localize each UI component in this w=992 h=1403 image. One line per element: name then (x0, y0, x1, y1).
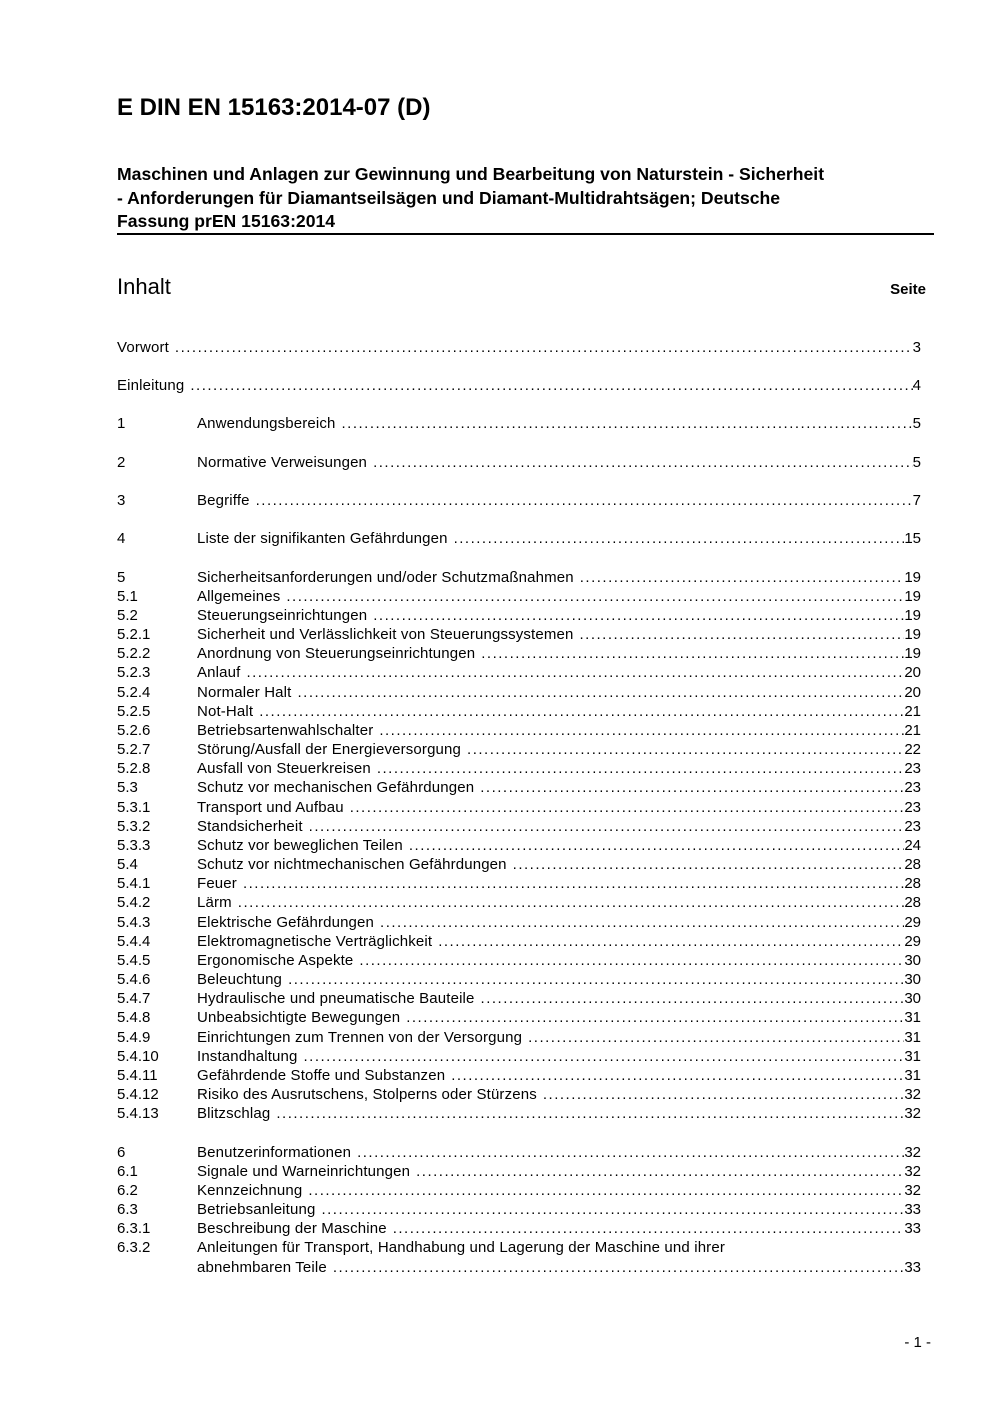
toc-entry-title: Normaler Halt (197, 684, 292, 701)
toc-entry-title: Einleitung (117, 377, 185, 394)
toc-entry[interactable] (117, 1008, 921, 1027)
toc-leader-dots (480, 778, 904, 797)
toc-entry-title: Not-Halt (197, 703, 254, 720)
toc-entry[interactable] (117, 893, 921, 912)
toc-entry[interactable] (117, 817, 921, 836)
toc-entry-number: 5.2.4 (117, 684, 151, 701)
toc-entry[interactable] (117, 836, 921, 855)
toc-entry-title: Anwendungsbereich (197, 415, 336, 432)
toc-entry-title: Benutzerinformationen (197, 1144, 352, 1161)
toc-entry-page: 5 (912, 454, 921, 471)
toc-entry-title: Liste der signifikanten Gefährdungen (197, 530, 448, 547)
toc-leader-dots (377, 759, 904, 778)
toc-leader-dots (379, 721, 904, 740)
toc-entry[interactable] (117, 1219, 921, 1238)
toc-entry-page: 19 (904, 569, 921, 586)
toc-entry-title: Ausfall von Steuerkreisen (197, 760, 371, 777)
toc-entry-title: Lärm (197, 894, 232, 911)
toc-leader-dots (309, 817, 905, 836)
toc-entry-page: 29 (904, 914, 921, 931)
toc-entry-page: 33 (904, 1201, 921, 1218)
toc-entry[interactable] (117, 453, 921, 472)
toc-entry-page: 32 (904, 1163, 921, 1180)
toc-entry[interactable] (117, 932, 921, 951)
toc-entry-number: 5.4.9 (117, 1029, 151, 1046)
toc-entry[interactable] (117, 989, 921, 1008)
toc-entry-number: 5.4.2 (117, 894, 151, 911)
toc-leader-dots (350, 798, 905, 817)
toc-leader-dots (288, 970, 904, 989)
toc-leader-dots (190, 376, 912, 395)
toc-leader-dots (359, 951, 904, 970)
toc-leader-dots (513, 855, 905, 874)
toc-entry-page: 28 (904, 875, 921, 892)
toc-entry[interactable] (117, 625, 921, 644)
toc-leader-dots (467, 740, 904, 759)
toc-entry-page: 19 (904, 588, 921, 605)
toc-entry[interactable] (117, 721, 921, 740)
toc-entry[interactable] (117, 702, 921, 721)
toc-entry-page: 28 (904, 856, 921, 873)
document-id: E DIN EN 15163:2014-07 (D) (117, 94, 431, 121)
toc-entry-number: 6.3.2 (117, 1239, 151, 1256)
toc-entry-page: 21 (904, 722, 921, 739)
toc-entry-page: 32 (904, 1086, 921, 1103)
toc-leader-dots (528, 1028, 904, 1047)
toc-entry-page: 31 (904, 1048, 921, 1065)
toc-entry-number: 5.4.13 (117, 1105, 159, 1122)
toc-entry-page: 19 (904, 645, 921, 662)
toc-leader-dots (259, 702, 904, 721)
toc-entry-number: 1 (117, 415, 126, 432)
toc-leader-dots (175, 338, 913, 357)
toc-leader-dots (438, 932, 904, 951)
toc-entry-number: 6 (117, 1144, 126, 1161)
toc-entry-page: 32 (904, 1105, 921, 1122)
toc-entry-number: 5.4.12 (117, 1086, 159, 1103)
document-title-line: Fassung prEN 15163:2014 (117, 211, 336, 231)
toc-entry[interactable] (117, 587, 921, 606)
toc-leader-dots (297, 683, 904, 702)
toc-leader-dots (580, 568, 905, 587)
toc-entry-title: Störung/Ausfall der Energieversorgung (197, 741, 462, 758)
toc-entry-page: 23 (904, 779, 921, 796)
toc-entry-title: Schutz vor beweglichen Teilen (197, 837, 403, 854)
toc-entry-page: 23 (904, 760, 921, 777)
toc-entry-number: 5.4.1 (117, 875, 151, 892)
toc-entry-page: 24 (904, 837, 921, 854)
toc-entry-page: 21 (904, 703, 921, 720)
toc-entry-page: 31 (904, 1067, 921, 1084)
toc-leader-dots (341, 414, 912, 433)
toc-entry[interactable] (117, 683, 921, 702)
toc-entry-number: 5 (117, 569, 126, 586)
toc-entry-title: Anleitungen für Transport, Handhabung und Lagerung der Maschine und ihrer (197, 1239, 725, 1256)
toc-entry[interactable] (117, 606, 921, 625)
title-divider (117, 233, 934, 235)
toc-leader-dots (333, 1258, 904, 1277)
toc-leader-dots (308, 1181, 904, 1200)
toc-entry[interactable] (117, 778, 921, 797)
toc-entry-page: 33 (904, 1259, 921, 1276)
toc-entry-title: Hydraulische und pneumatische Bauteile (197, 990, 475, 1007)
toc-entry-title: Begriffe (197, 492, 250, 509)
toc-entry-page: 4 (912, 377, 921, 394)
toc-entry-title: Einrichtungen zum Trennen von der Versorgung (197, 1029, 523, 1046)
toc-entry[interactable] (117, 951, 921, 970)
toc-leader-dots (276, 1104, 904, 1123)
toc-entry[interactable] (117, 1143, 921, 1162)
toc-entry-number: 5.2.8 (117, 760, 151, 777)
toc-leader-dots (373, 606, 904, 625)
toc-entry-number: 5.3.1 (117, 799, 151, 816)
toc-leader-dots (409, 836, 904, 855)
toc-entry-title-continuation: abnehmbaren Teile (197, 1259, 327, 1276)
toc-entry-title: Schutz vor nichtmechanischen Gefährdungen (197, 856, 507, 873)
toc-entry-title: Standsicherheit (197, 818, 303, 835)
toc-entry-number: 6.3 (117, 1201, 138, 1218)
toc-entry-number: 5.4.4 (117, 933, 151, 950)
toc-entry-title: Risiko des Ausrutschens, Stolperns oder Stürzens (197, 1086, 537, 1103)
toc-entry[interactable] (117, 1181, 921, 1200)
toc-entry-page: 3 (912, 339, 921, 356)
toc-leader-dots (304, 1047, 905, 1066)
toc-leader-dots (543, 1085, 904, 1104)
document-title (117, 163, 931, 234)
toc-entry-page: 28 (904, 894, 921, 911)
toc-entry-number: 2 (117, 454, 126, 471)
toc-entry[interactable] (117, 1047, 921, 1066)
toc-entry-title: Blitzschlag (197, 1105, 271, 1122)
toc-entry-title: Betriebsartenwahlschalter (197, 722, 374, 739)
toc-entry-number: 5.2.6 (117, 722, 151, 739)
toc-entry-page: 30 (904, 952, 921, 969)
toc-leader-dots (481, 644, 904, 663)
toc-entry[interactable] (117, 970, 921, 989)
toc-entry[interactable] (117, 1085, 921, 1104)
toc-entry-title: Beschreibung der Maschine (197, 1220, 387, 1237)
toc-entry[interactable] (117, 855, 921, 874)
toc-entry-title: Sicherheitsanforderungen und/oder Schutzmaßnahmen (197, 569, 574, 586)
toc-entry[interactable] (117, 1066, 921, 1085)
toc-entry-number: 6.3.1 (117, 1220, 151, 1237)
toc-entry-number: 5.4.11 (117, 1067, 158, 1084)
toc-leader-dots (406, 1008, 904, 1027)
toc-entry-page: 32 (904, 1144, 921, 1161)
toc-entry[interactable] (117, 414, 921, 433)
toc-leader-dots (454, 529, 905, 548)
toc-entry-number: 5.4.3 (117, 914, 151, 931)
toc-leader-dots (481, 989, 905, 1008)
toc-leader-dots (321, 1200, 904, 1219)
document-title-line: - Anforderungen für Diamantseilsägen und Diamant-Multidrahtsägen; Deutsche (117, 187, 781, 208)
toc-entry-title: Ergonomische Aspekte (197, 952, 354, 969)
toc-entry-page: 29 (904, 933, 921, 950)
toc-entry-number: 5.4.7 (117, 990, 151, 1007)
toc-entry-page: 30 (904, 990, 921, 1007)
toc-entry-number: 5.4.10 (117, 1048, 159, 1065)
toc-entry[interactable] (117, 491, 921, 510)
toc-entry[interactable] (117, 798, 921, 817)
document-title-line: Maschinen und Anlagen zur Gewinnung und Bearbeitung von Naturstein - Sicherheit (117, 164, 825, 184)
toc-entry-number: 5.2.2 (117, 645, 151, 662)
toc-entry-number: 5.3.3 (117, 837, 151, 854)
toc-entry-number: 5.4.5 (117, 952, 151, 969)
toc-entry-number: 5.3 (117, 779, 138, 796)
toc-entry-number: 3 (117, 492, 126, 509)
toc-entry-title: Anlauf (197, 664, 241, 681)
toc-entry[interactable] (117, 529, 921, 548)
toc-entry[interactable] (117, 338, 921, 357)
toc-leader-dots (416, 1162, 904, 1181)
toc-entry-title: Allgemeines (197, 588, 281, 605)
toc-entry-number: 4 (117, 530, 126, 547)
toc-entry-page: 15 (904, 530, 921, 547)
toc-entry-title: Anordnung von Steuerungseinrichtungen (197, 645, 476, 662)
toc-entry-number: 6.2 (117, 1182, 138, 1199)
toc-entry[interactable] (117, 1238, 921, 1276)
toc-entry-page: 7 (912, 492, 921, 509)
toc-entry-number: 5.4.6 (117, 971, 151, 988)
toc-entry[interactable] (117, 1028, 921, 1047)
toc-entry-number: 5.1 (117, 588, 138, 605)
toc-entry-title: Unbeabsichtigte Bewegungen (197, 1009, 401, 1026)
toc-entry-title: Sicherheit und Verlässlichkeit von Steuerungssystemen (197, 626, 574, 643)
toc-entry[interactable] (117, 874, 921, 893)
toc-entry-page: 22 (904, 741, 921, 758)
toc-entry-number: 5.2.1 (117, 626, 151, 643)
toc-entry-page: 23 (904, 818, 921, 835)
toc-entry-title: Elektrische Gefährdungen (197, 914, 375, 931)
toc-leader-dots (286, 587, 904, 606)
toc-leader-dots (256, 491, 913, 510)
toc-entry-number: 5.2.7 (117, 741, 151, 758)
toc-entry-title: Steuerungseinrichtungen (197, 607, 368, 624)
toc-leader-dots (243, 874, 904, 893)
toc-entry-page: 5 (912, 415, 921, 432)
toc-entry-number: 5.4 (117, 856, 138, 873)
toc-leader-dots (579, 625, 904, 644)
toc-entry-page: 31 (904, 1029, 921, 1046)
toc-entry-title: Elektromagnetische Verträglichkeit (197, 933, 433, 950)
toc-entry-title: Instandhaltung (197, 1048, 298, 1065)
toc-entry-title: Normative Verweisungen (197, 454, 368, 471)
toc-entry-page: 33 (904, 1220, 921, 1237)
toc-entry-number: 5.4.8 (117, 1009, 151, 1026)
toc-entry[interactable] (117, 1200, 921, 1219)
toc-entry-page: 19 (904, 607, 921, 624)
toc-entry[interactable] (117, 740, 921, 759)
toc-entry-page: 20 (904, 684, 921, 701)
toc-entry-title: Kennzeichnung (197, 1182, 303, 1199)
toc-leader-dots (393, 1219, 905, 1238)
toc-leader-dots (246, 663, 904, 682)
toc-entry-number: 5.2 (117, 607, 138, 624)
toc-entry[interactable] (117, 376, 921, 395)
page-number: - 1 - (904, 1334, 931, 1351)
toc-entry-title: Beleuchtung (197, 971, 283, 988)
toc-entry-page: 20 (904, 664, 921, 681)
toc-entry-page: 30 (904, 971, 921, 988)
toc-entry-title: Vorwort (117, 339, 169, 356)
toc-entry-number: 5.3.2 (117, 818, 151, 835)
toc-entry-page: 31 (904, 1009, 921, 1026)
toc-entry[interactable] (117, 1104, 921, 1123)
toc-entry-number: 5.2.5 (117, 703, 151, 720)
toc-entry-page: 19 (904, 626, 921, 643)
toc-leader-dots (373, 453, 913, 472)
toc-entry[interactable] (117, 913, 921, 932)
toc-entry-title: Gefährdende Stoffe und Substanzen (197, 1067, 446, 1084)
toc-entry[interactable] (117, 1162, 921, 1181)
toc-page-column-label: Seite (890, 281, 926, 298)
toc-entry-title: Signale und Warneinrichtungen (197, 1163, 411, 1180)
toc-entry-page: 32 (904, 1182, 921, 1199)
toc-entry[interactable] (117, 663, 921, 682)
toc-leader-dots (380, 913, 904, 932)
toc-entry-title: Betriebsanleitung (197, 1201, 316, 1218)
toc-entry-number: 5.2.3 (117, 664, 151, 681)
toc-leader-dots (451, 1066, 904, 1085)
toc-entry-title: Feuer (197, 875, 237, 892)
toc-entry[interactable] (117, 568, 921, 587)
toc-entry-page: 23 (904, 799, 921, 816)
toc-entry[interactable] (117, 759, 921, 778)
toc-entry[interactable] (117, 644, 921, 663)
toc-entry-number: 6.1 (117, 1163, 138, 1180)
toc-entry-title: Schutz vor mechanischen Gefährdungen (197, 779, 475, 796)
toc-leader-dots (357, 1143, 904, 1162)
toc-heading: Inhalt (117, 274, 171, 299)
toc-leader-dots (238, 893, 905, 912)
toc-entry-title: Transport und Aufbau (197, 799, 344, 816)
